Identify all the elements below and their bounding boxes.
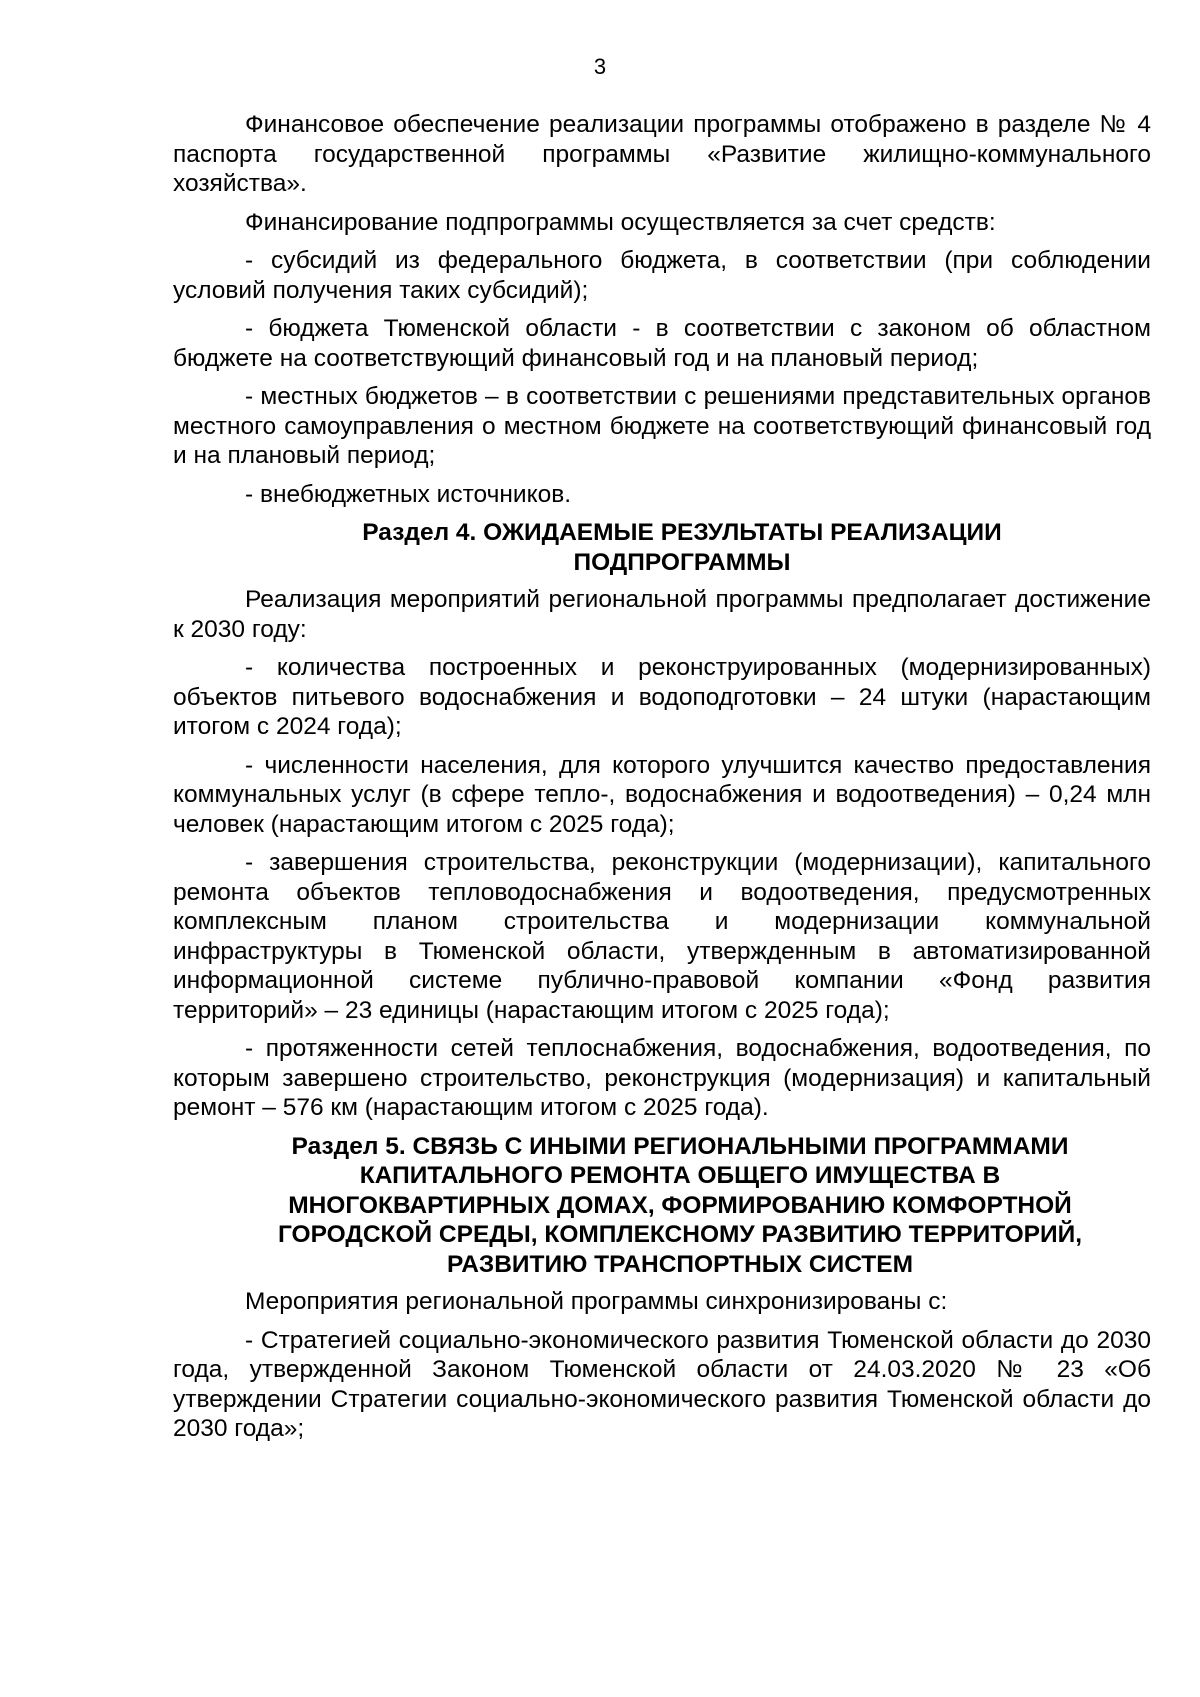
section-5-heading-line: РАЗВИТИЮ ТРАНСПОРТНЫХ СИСТЕМ <box>447 1250 913 1278</box>
list-item-extrabudgetary: - внебюджетных источников. <box>245 480 572 508</box>
list-item-federal-subsidies: - субсидий из федерального бюджета, в соответствии (при соблюдении условий получения таких субсидий); <box>173 247 1151 304</box>
section-4-heading-line: Раздел 4. ОЖИДАЕМЫЕ РЕЗУЛЬТАТЫ РЕАЛИЗАЦИИ <box>362 519 1002 546</box>
list-item-local-budgets: - местных бюджетов – в соответствии с решениями представительных органов местного самоуправления о местном бюджете на соответствующий финансовый год и на плановый период; <box>173 383 1151 469</box>
section-4-heading <box>173 518 1151 577</box>
list-item-strategy: - Стратегией социально-экономического развития Тюменской области до 2030 года, утвержденной Законом Тюменской области от 24.03.2020 № 23 «Об утверждении Стратегии социально-экономического развития Тюменской области до 2030 года»; <box>173 1326 1151 1442</box>
section-5-heading-line: Раздел 5. СВЯЗЬ С ИНЫМИ РЕГИОНАЛЬНЫМИ ПРОГРАММАМИ <box>291 1132 1069 1160</box>
financing-sources-intro: Финансирование подпрограммы осуществляется за счет средств: <box>245 208 996 236</box>
list-item-construction-completion: - завершения строительства, реконструкции (модернизации), капитального ремонта объектов тепловодоснабжения и водоотведения, предусмотренных комплексным планом строительства и модернизации коммунальной инфраструктуры в Тюменской области, утвержденным в автоматизированной информационной системе публично-правовой компании «Фонд развития территорий» – 23 единицы (нарастающим итогом с 2025 года); <box>173 849 1151 1024</box>
synchronization-intro: Мероприятия региональной программы синхронизированы с: <box>245 1288 948 1315</box>
section-4-heading-line: ПОДПРОГРАММЫ <box>573 548 791 576</box>
document-body <box>173 110 1151 1453</box>
section-5-heading-line: ГОРОДСКОЙ СРЕДЫ, КОМПЛЕКСНОМУ РАЗВИТИЮ ТЕРРИТОРИЙ, <box>277 1221 1083 1248</box>
list-item-network-length: - протяженности сетей теплоснабжения, водоснабжения, водоотведения, по которым завершено строительство, реконструкция (модернизация) и капитальный ремонт – 576 км (нарастающим итогом с 2025 года). <box>173 1035 1151 1121</box>
financing-paragraph: Финансовое обеспечение реализации программы отображено в разделе № 4 паспорта государственной программы «Развитие жилищно-коммунального хозяйства». <box>173 111 1151 197</box>
list-item-water-facilities: - количества построенных и реконструированных (модернизированных) объектов питьевого водоснабжения и водоподготовки – 24 штуки (нарастающим итогом с 2024 года); <box>173 654 1151 740</box>
section-5-heading-line: КАПИТАЛЬНОГО РЕМОНТА ОБЩЕГО ИМУЩЕСТВА В <box>359 1162 1001 1189</box>
section-5-heading <box>173 1132 1151 1280</box>
section-5-heading-line: МНОГОКВАРТИРНЫХ ДОМАХ, ФОРМИРОВАНИЮ КОМФОРТНОЙ <box>288 1191 1072 1219</box>
results-intro: Реализация мероприятий региональной программы предполагает достижение к 2030 году: <box>173 586 1151 643</box>
list-item-regional-budget: - бюджета Тюменской области - в соответствии с законом об областном бюджете на соответствующий финансовый год и на плановый период; <box>173 315 1151 372</box>
list-item-population: - численности населения, для которого улучшится качество предоставления коммунальных услуг (в сфере тепло-, водоснабжения и водоотведения) – 0,24 млн человек (нарастающим итогом с 2025 года); <box>173 751 1151 838</box>
page-number: 3 <box>593 54 607 79</box>
